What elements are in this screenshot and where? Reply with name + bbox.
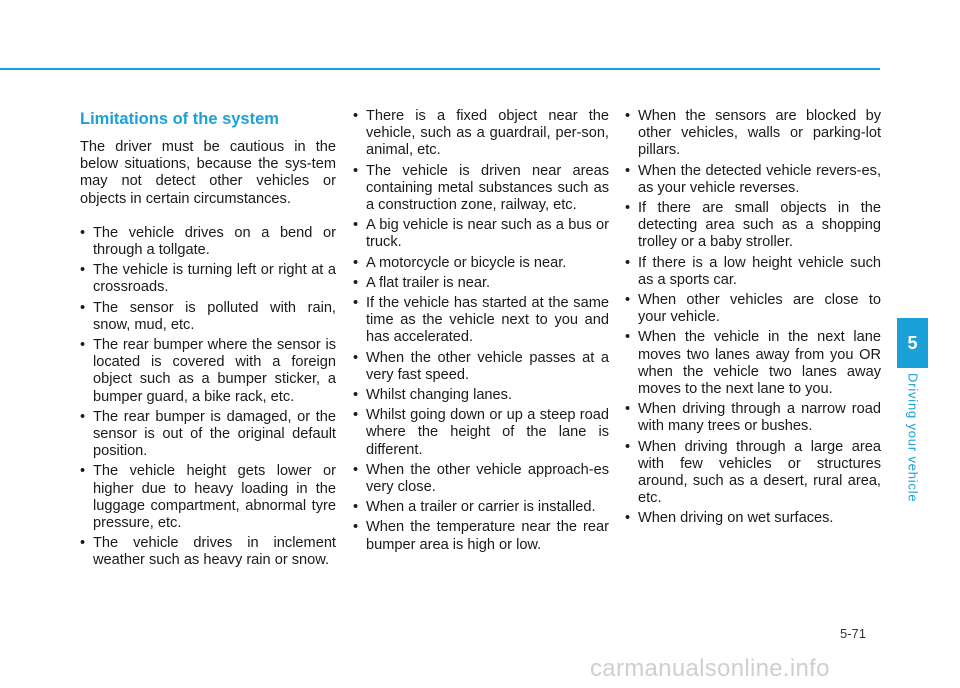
watermark: carmanualsonline.info bbox=[590, 655, 830, 682]
list-item: • The vehicle drives in inclement weather such as heavy rain or snow. bbox=[80, 535, 336, 569]
list-item: • When other vehicles are close to your vehicle. bbox=[625, 292, 881, 326]
chapter-number-tab: 5 bbox=[897, 318, 928, 368]
list-item: • When driving through a narrow road with many trees or bushes. bbox=[625, 401, 881, 435]
column-2 bbox=[353, 108, 609, 557]
list-item: • When driving through a large area with few vehicles or structures around, such as a desert, rural area, etc. bbox=[625, 439, 881, 508]
list-item: • The vehicle is turning left or right at a crossroads. bbox=[80, 262, 336, 296]
list-item: • The rear bumper where the sensor is located is covered with a foreign object such as a bumper sticker, a bumper guard, a bike rack, etc. bbox=[80, 337, 336, 406]
column-1 bbox=[80, 109, 336, 573]
list-item: • When the other vehicle passes at a very fast speed. bbox=[353, 350, 609, 384]
list-item: • When the detected vehicle revers-es, as your vehicle reverses. bbox=[625, 163, 881, 197]
page-number: 5-71 bbox=[840, 626, 867, 641]
section-heading: Limitations of the system bbox=[80, 110, 279, 128]
list-item: • When the sensors are blocked by other vehicles, walls or parking-lot pillars. bbox=[625, 108, 881, 160]
list-item: • When the temperature near the rear bumper area is high or low. bbox=[353, 519, 609, 553]
list-item: • The sensor is polluted with rain, snow, mud, etc. bbox=[80, 300, 336, 334]
list-item: • A big vehicle is near such as a bus or truck. bbox=[353, 217, 609, 251]
list-item: • If there is a low height vehicle such as a sports car. bbox=[625, 255, 881, 289]
bullet-list-3 bbox=[625, 108, 881, 528]
list-item: • The rear bumper is damaged, or the sensor is out of the original default position. bbox=[80, 409, 336, 461]
bullet-list-1 bbox=[80, 225, 336, 570]
list-item: • Whilst going down or up a steep road where the height of the lane is different. bbox=[353, 407, 609, 459]
list-item: • The vehicle drives on a bend or through a tollgate. bbox=[80, 225, 336, 259]
list-item: • A motorcycle or bicycle is near. bbox=[353, 255, 609, 272]
list-item: • A flat trailer is near. bbox=[353, 275, 609, 292]
list-item: • When the other vehicle approach-es very close. bbox=[353, 462, 609, 496]
list-item: • When a trailer or carrier is installed. bbox=[353, 499, 609, 516]
header-rule bbox=[0, 68, 880, 70]
column-3 bbox=[625, 108, 881, 531]
list-item: • Whilst changing lanes. bbox=[353, 387, 609, 404]
bullet-list-2 bbox=[353, 108, 609, 554]
list-item: • If there are small objects in the detecting area such as a shopping trolley or a baby stroller. bbox=[625, 200, 881, 252]
list-item: • The vehicle height gets lower or higher due to heavy loading in the luggage compartment, abnormal tyre pressure, etc. bbox=[80, 463, 336, 532]
list-item: • When the vehicle in the next lane moves two lanes away from you OR when the vehicle two lanes away moves to the next lane to you. bbox=[625, 329, 881, 398]
list-item: • If the vehicle has started at the same time as the vehicle next to you and has accelerated. bbox=[353, 295, 609, 347]
intro-paragraph: The driver must be cautious in the below situations, because the sys-tem may not detect other vehicles or objects in certain circumstances. bbox=[80, 139, 336, 207]
list-item: • There is a fixed object near the vehicle, such as a guardrail, per-son, animal, etc. bbox=[353, 108, 609, 160]
chapter-title: Driving your vehicle bbox=[905, 373, 921, 503]
list-item: • The vehicle is driven near areas containing metal substances such as a construction zone, railway, etc. bbox=[353, 163, 609, 215]
list-item: • When driving on wet surfaces. bbox=[625, 510, 881, 527]
